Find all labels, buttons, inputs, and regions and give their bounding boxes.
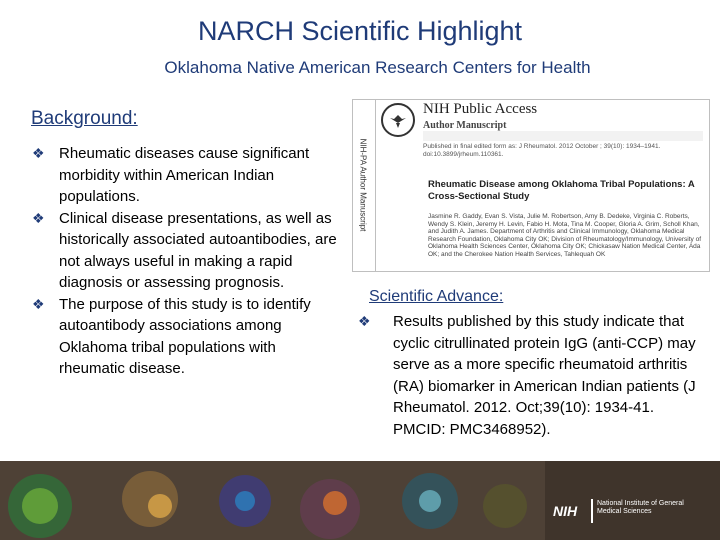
list-item bbox=[32, 294, 342, 380]
nih-logo-icon: NIH bbox=[553, 503, 578, 519]
article-title: Rheumatic Disease among Oklahoma Tribal Populations: A Cross-Sectional Study bbox=[428, 179, 695, 202]
background-list bbox=[32, 143, 342, 380]
article-authors: Jasmine R. Gaddy, Evan S. Vista, Julie M. Robertson, Amy B. Dedeke, Virginia C. Roberts, Wendy S. Klein, Jeremy H. Levin, Fabio H. Mota, Tina M. Cooper, Gloria A. Grim, Scholl Khan, and Judith A. James. Department of Arthritis and Clinical Immunology, Oklahoma Medical Research Foundation, Oklahoma City OK; Division of Rheumatology/Immunology, University of Oklahoma Health Sciences Center, Oklahoma City OK; Chickasaw Nation Medical Center, Ada OK; and the Cherokee Nation Health Services, Tahlequah OK bbox=[428, 213, 701, 258]
list-item-text: The purpose of this study is to identify autoantibody associations among Oklahoma tribal populations with rheumatic disease. bbox=[59, 295, 311, 377]
paper-side-margin bbox=[353, 100, 376, 271]
public-access-title: NIH Public Access bbox=[423, 101, 538, 117]
background-heading: Background: bbox=[31, 108, 138, 129]
footer-banner bbox=[0, 461, 720, 540]
divider bbox=[591, 499, 593, 523]
diamond-bullet-icon: ❖ bbox=[32, 145, 45, 161]
paper-screenshot bbox=[352, 99, 710, 272]
diamond-bullet-icon: ❖ bbox=[32, 209, 45, 226]
list-item-text: Rheumatic diseases cause significant morbidity within American Indian populations. bbox=[59, 145, 310, 205]
list-item bbox=[32, 208, 342, 294]
author-manuscript-label: Author Manuscript bbox=[423, 120, 507, 131]
publication-info: Published in final edited form as: J Rheumatol. 2012 October ; 39(10): 1934–1941. doi:10.3899/jrheum.110361. bbox=[423, 143, 661, 158]
nih-seal-icon bbox=[381, 103, 415, 137]
institute-name: National Institute of General Medical Sciences bbox=[597, 500, 684, 515]
list-item bbox=[32, 143, 342, 208]
list-item bbox=[358, 311, 703, 440]
diamond-bullet-icon: ❖ bbox=[32, 295, 45, 312]
list-item-text: Results published by this study indicate that cyclic citrullinated protein IgG (anti-CCP) may serve as a more specific rheumatoid arthritis (RA) biomarker in American Indian patients (J Rheumatol. 2012. Oct;39(10): 1934-41. PMCID: PMC3468952). bbox=[393, 313, 696, 438]
page-subtitle: Oklahoma Native American Research Centers for Health bbox=[164, 58, 591, 77]
page-title: NARCH Scientific Highlight bbox=[197, 16, 523, 46]
eagle-icon bbox=[388, 110, 408, 130]
nigms-logo bbox=[553, 497, 693, 527]
scientific-advance-heading: Scientific Advance: bbox=[369, 288, 504, 305]
diamond-bullet-icon: ❖ bbox=[358, 313, 371, 329]
list-item-text: Clinical disease presentations, as well as historically associated autoantibodies, are not always useful in making a rapid diagnosis or assessing prognosis. bbox=[59, 209, 337, 291]
scientific-advance-list bbox=[358, 311, 703, 440]
paper-side-label: NIH-PA Author Manuscript bbox=[358, 138, 368, 232]
availability-band bbox=[423, 131, 703, 141]
